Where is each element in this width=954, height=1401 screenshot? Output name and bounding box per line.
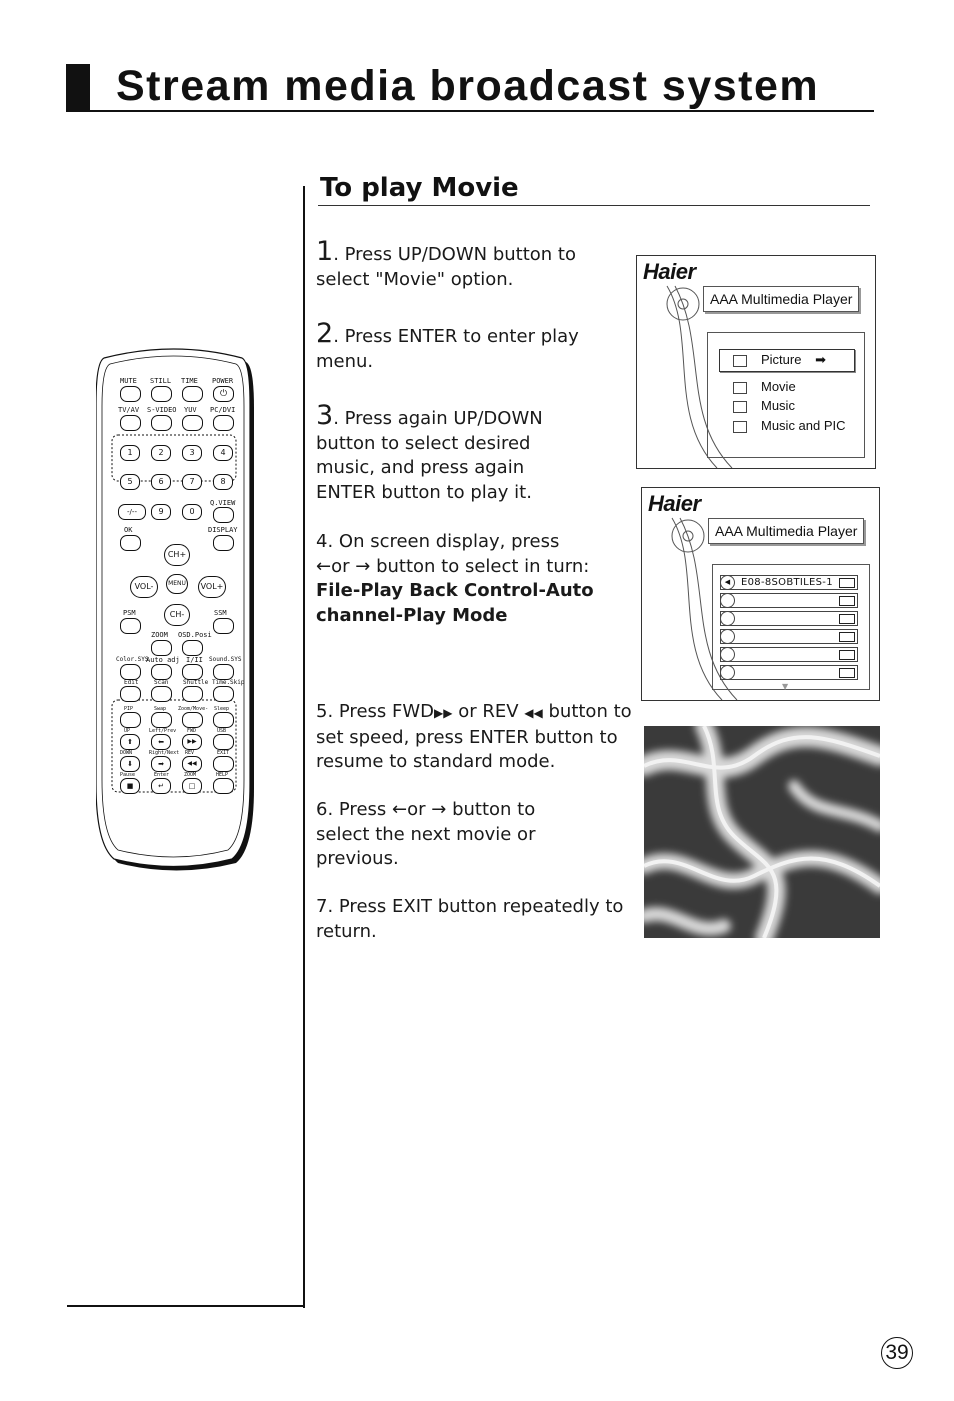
player-title: AAA Multimedia Player	[703, 286, 859, 312]
still-button[interactable]	[151, 386, 172, 402]
file-row[interactable]	[720, 611, 858, 626]
rev-icon[interactable]: ◀◀	[182, 756, 202, 772]
ch-up-button[interactable]: CH+	[164, 544, 190, 566]
step-7-text: 7. Press EXIT button repeatedly to return.	[316, 896, 624, 942]
num-8-button[interactable]: 8	[213, 474, 233, 490]
num-4-button[interactable]: 4	[213, 445, 233, 461]
divider-vertical	[303, 186, 305, 1308]
step-7	[316, 895, 626, 944]
num-0-button[interactable]: 0	[182, 504, 202, 520]
step-4-text-a: 4. On screen display, press	[316, 531, 560, 552]
sound-sys-button[interactable]	[213, 664, 234, 680]
arrow-right-icon: ➡	[815, 352, 826, 367]
menu-item-movie[interactable]: Movie	[733, 379, 796, 394]
i-ii-button[interactable]	[182, 664, 203, 680]
file-screen	[641, 487, 880, 701]
step-3-text: . Press again UP/DOWN button to select desired music, and press again ENTER button to play it.	[316, 408, 543, 503]
fwd-icon: ▶▶	[434, 706, 453, 720]
player-title: AAA Multimedia Player	[708, 518, 864, 544]
zoom-move-button[interactable]	[182, 712, 203, 728]
power-button[interactable]: ⏻	[213, 386, 234, 402]
right-arrow-icon: →	[355, 555, 371, 577]
ch-down-button[interactable]: CH-	[164, 604, 190, 626]
dash-button[interactable]: -/--	[118, 504, 146, 520]
yuv-button[interactable]	[182, 415, 203, 431]
movie-icon	[733, 382, 747, 394]
left-arrow-icon: ←	[316, 555, 332, 577]
file-row[interactable]: ◀ E08-8SOBTILES-1	[720, 575, 858, 590]
zoom-button[interactable]	[151, 640, 172, 656]
enter-icon[interactable]: ↵	[151, 778, 171, 794]
num-2-button[interactable]: 2	[151, 445, 171, 461]
time-button[interactable]	[182, 386, 203, 402]
remote-control-illustration: MUTE STILL TIME POWER ⏻ TV/AV S-VIDEO YUV PC/DVI 1 2 3 4 5 6 7 8 -/-- 9 0 Q.VIEW OK DISPLAY CH+ VOL- MENU VOL+ CH- PSM SSM ZOOM OSD.Posi Color.SYS Auto adj I/II Sound.SYS Edit Scan Shuttle Time.Skip PIP Swap Zoom/Move- Sleep UP Left/Prev FWD USB ⬆ ⬅ ▶▶ DOWN Right/Next REV EXIT ⬇ ➡ ◀◀ Pause Enter ZOOM HELP ■ ↵ □	[96, 348, 262, 873]
section-rule	[318, 205, 870, 206]
menu-screen	[636, 255, 876, 469]
music-pic-icon	[733, 421, 747, 433]
up-arrow-icon[interactable]: ⬆	[120, 734, 140, 750]
num-6-button[interactable]: 6	[151, 474, 171, 490]
step-5-text-b: button to set speed, press ENTER button to resume to standard mode.	[316, 701, 632, 772]
menu-item-music[interactable]: Music	[733, 398, 795, 413]
step-6	[316, 798, 576, 872]
num-7-button[interactable]: 7	[182, 474, 202, 490]
color-sys-button[interactable]	[120, 664, 141, 680]
file-row[interactable]	[720, 665, 858, 680]
scroll-down-icon[interactable]: ▼	[782, 682, 789, 691]
step-2	[316, 318, 634, 374]
step-5-text-a: 5. Press FWD	[316, 701, 435, 722]
pause-icon[interactable]: ■	[120, 778, 140, 794]
zoom-icon[interactable]: □	[182, 778, 202, 794]
mute-button[interactable]	[120, 386, 141, 402]
pc-dvi-button[interactable]	[213, 415, 234, 431]
right-arrow-icon: →	[431, 799, 447, 820]
picture-icon	[733, 355, 747, 367]
step-1-text: . Press UP/DOWN button to select "Movie" option.	[316, 244, 576, 290]
movie-frame-image	[644, 726, 880, 938]
tv-av-button[interactable]	[120, 415, 141, 431]
sleep-button[interactable]	[213, 712, 234, 728]
music-icon	[733, 401, 747, 413]
file-row[interactable]	[720, 629, 858, 644]
file-button-icon	[839, 578, 855, 588]
menu-item-music-pic[interactable]: Music and PIC	[733, 418, 846, 433]
auto-adj-button[interactable]	[151, 664, 172, 680]
step-5	[316, 700, 634, 775]
scan-button[interactable]	[151, 686, 172, 702]
file-row[interactable]	[720, 647, 858, 662]
ssm-button[interactable]	[213, 618, 234, 634]
num-5-button[interactable]: 5	[120, 474, 140, 490]
time-skip-button[interactable]	[213, 686, 234, 702]
osd-posi-button[interactable]	[182, 640, 203, 656]
step-4-bold: File-Play Back Control-Auto channel-Play Mode	[316, 580, 594, 626]
pip-button[interactable]	[120, 712, 141, 728]
header-rule	[66, 110, 874, 112]
step-6-text-a: 6. Press	[316, 799, 387, 820]
exit-button[interactable]	[213, 756, 234, 772]
num-9-button[interactable]: 9	[151, 504, 171, 520]
section-title: To play Movie	[320, 173, 519, 203]
haier-logo: Haier	[648, 491, 701, 516]
shuttle-button[interactable]	[182, 686, 203, 702]
page-title: Stream media broadcast system	[116, 62, 820, 110]
usb-button[interactable]	[213, 734, 234, 750]
step-3-number: 3	[316, 400, 334, 431]
num-1-button[interactable]: 1	[120, 445, 140, 461]
s-video-button[interactable]	[151, 415, 172, 431]
psm-button[interactable]	[120, 618, 141, 634]
num-3-button[interactable]: 3	[182, 445, 202, 461]
step-1-number: 1	[316, 236, 334, 267]
q-view-button[interactable]	[213, 507, 234, 523]
file-row[interactable]	[720, 593, 858, 608]
vol-up-button[interactable]: VOL+	[198, 576, 226, 598]
step-6-or: or	[407, 799, 426, 820]
step-2-number: 2	[316, 318, 334, 349]
step-4	[316, 530, 606, 628]
left-arrow-icon[interactable]: ⬅	[151, 734, 171, 750]
menu-item-picture[interactable]: Picture ➡	[733, 352, 826, 368]
fwd-icon[interactable]: ▶▶	[182, 734, 202, 750]
page-number: 39	[881, 1337, 913, 1369]
edit-button[interactable]	[120, 686, 141, 702]
menu-button[interactable]: MENU	[166, 574, 188, 594]
ok-button[interactable]	[120, 535, 141, 551]
left-arrow-icon: ←	[392, 799, 408, 820]
right-arrow-icon[interactable]: ➡	[151, 756, 171, 772]
divider-bottom	[67, 1305, 305, 1307]
step-1	[316, 236, 634, 292]
rev-icon: ◀◀	[524, 706, 543, 720]
haier-logo: Haier	[643, 259, 696, 284]
step-2-text: . Press ENTER to enter play menu.	[316, 326, 579, 372]
step-4-or: or	[331, 555, 350, 577]
step-6-text-b: button to select the next movie or previous.	[316, 799, 536, 869]
step-3	[316, 400, 566, 505]
vol-down-button[interactable]: VOL-	[130, 576, 158, 598]
play-icon: ◀	[720, 575, 735, 590]
header-bar	[66, 64, 90, 112]
down-arrow-icon[interactable]: ⬇	[120, 756, 140, 772]
swap-button[interactable]	[151, 712, 172, 728]
help-button[interactable]	[213, 778, 234, 794]
step-5-or: or REV	[458, 701, 519, 722]
step-4-text-b: button to select in turn:	[376, 555, 590, 577]
display-button[interactable]	[213, 535, 234, 551]
